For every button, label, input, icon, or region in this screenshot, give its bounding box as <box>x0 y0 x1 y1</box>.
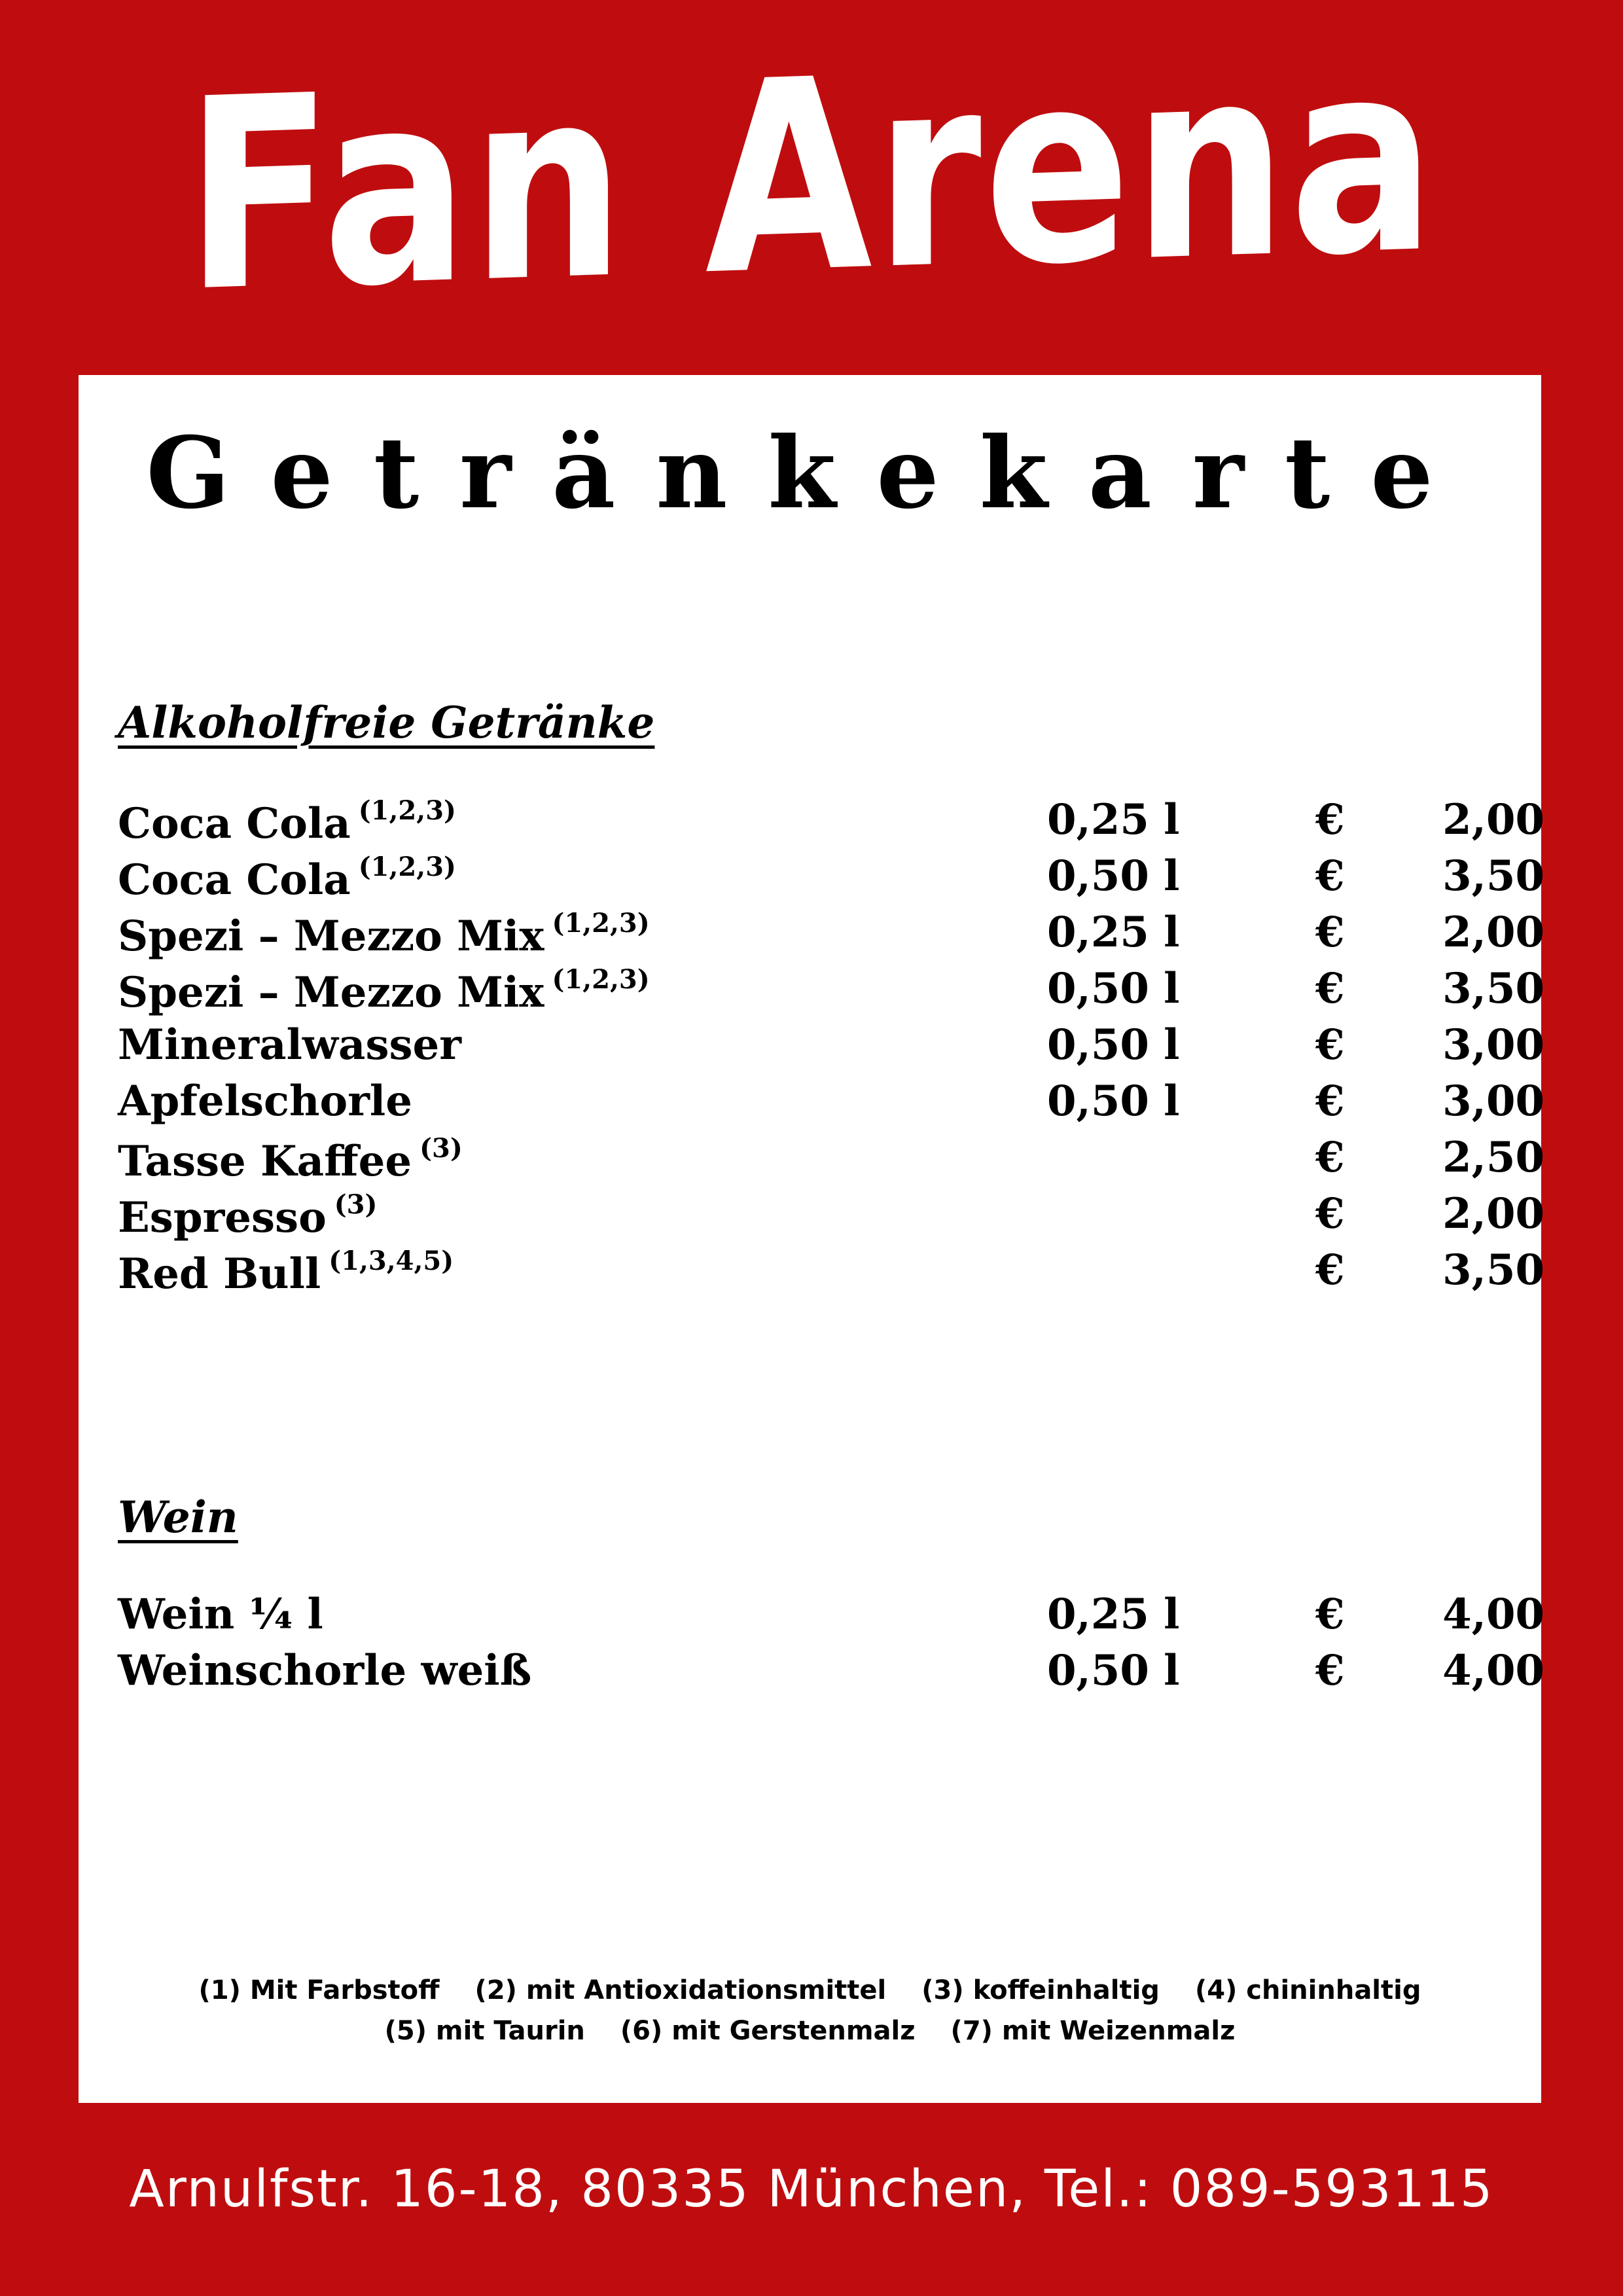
item-price: 2,00 <box>1442 908 1544 957</box>
additive-note: (2) mit Antioxidationsmittel <box>474 1975 887 2005</box>
brand-name: Fan Arena <box>185 3 1438 350</box>
item-size: 0,50 l <box>1047 852 1180 901</box>
address-footer: Arnulfstr. 16-18, 80335 München, Tel.: 089-593115 <box>129 2160 1494 2219</box>
item-name-text: Red Bull <box>118 1249 321 1299</box>
additives-legend-line-2 <box>79 2011 1541 2051</box>
menu-item <box>118 964 1544 1020</box>
item-price: 3,50 <box>1442 1246 1544 1295</box>
menu-item <box>118 1246 1544 1302</box>
menu-item <box>118 1646 1544 1702</box>
menu-sheet <box>79 375 1544 2103</box>
item-size: 0,50 l <box>1047 1646 1180 1695</box>
item-currency: € <box>1315 1077 1345 1126</box>
menu-item <box>118 1189 1544 1246</box>
item-name-text: Spezi – Mezzo Mix <box>118 968 544 1017</box>
item-price: 3,50 <box>1442 964 1544 1013</box>
item-name <box>118 1590 323 1639</box>
item-currency: € <box>1315 795 1345 844</box>
item-size: 0,50 l <box>1047 1020 1180 1069</box>
menu-item <box>118 1020 1544 1077</box>
item-currency: € <box>1315 1020 1345 1069</box>
item-price: 3,00 <box>1442 1077 1544 1126</box>
section-heading-wine: Wein <box>118 1492 238 1543</box>
item-size: 0,50 l <box>1047 1077 1180 1126</box>
item-name-text: Spezi – Mezzo Mix <box>118 912 544 961</box>
item-additives: (1,3,4,5) <box>329 1246 454 1276</box>
item-currency: € <box>1315 1246 1345 1295</box>
additive-note: (3) koffeinhaltig <box>921 1975 1160 2005</box>
item-currency: € <box>1315 908 1345 957</box>
item-name <box>118 852 456 905</box>
item-price: 3,00 <box>1442 1020 1544 1069</box>
logo <box>0 3 1623 350</box>
additive-note: (6) mit Gerstenmalz <box>620 2016 916 2046</box>
item-name <box>118 1133 463 1186</box>
additive-note: (1) Mit Farbstoff <box>198 1975 440 2005</box>
item-additives: (1,2,3) <box>552 908 650 939</box>
menu-item <box>118 852 1544 908</box>
item-currency: € <box>1315 1646 1345 1695</box>
item-price: 2,00 <box>1442 1189 1544 1238</box>
item-additives: (1,2,3) <box>552 964 650 995</box>
item-name <box>118 795 456 848</box>
additive-note: (5) mit Taurin <box>384 2016 585 2046</box>
item-currency: € <box>1315 1133 1345 1182</box>
item-currency: € <box>1315 1189 1345 1238</box>
menu-item <box>118 795 1544 852</box>
item-additives: (1,2,3) <box>358 852 456 882</box>
item-name-text: Coca Cola <box>118 855 351 905</box>
item-name <box>118 908 650 961</box>
additive-note: (7) mit Weizenmalz <box>950 2016 1236 2046</box>
item-size: 0,25 l <box>1047 908 1180 957</box>
item-name-text: Coca Cola <box>118 799 351 848</box>
item-price: 2,50 <box>1442 1133 1544 1182</box>
menu-item <box>118 1077 1544 1133</box>
item-name <box>118 1189 377 1242</box>
item-additives: (3) <box>419 1133 463 1164</box>
item-price: 3,50 <box>1442 852 1544 901</box>
item-price: 4,00 <box>1442 1646 1544 1695</box>
additives-legend <box>79 1970 1541 2051</box>
menu-title: Getränkekarte <box>146 416 1474 531</box>
item-size: 0,25 l <box>1047 1590 1180 1639</box>
item-name <box>118 1020 461 1069</box>
item-size: 0,25 l <box>1047 795 1180 844</box>
menu-item <box>118 1590 1544 1646</box>
item-currency: € <box>1315 964 1345 1013</box>
drinks-list-non-alcoholic <box>118 795 1544 1302</box>
menu-item <box>118 1133 1544 1189</box>
item-name-text: Weinschorle weiß <box>118 1646 532 1695</box>
item-currency: € <box>1315 852 1345 901</box>
item-name <box>118 964 650 1017</box>
additives-legend-line-1 <box>79 1970 1541 2011</box>
section-heading-non-alcoholic: Alkoholfreie Getränke <box>118 697 655 748</box>
item-currency: € <box>1315 1590 1345 1639</box>
item-name-text: Apfelschorle <box>118 1077 412 1126</box>
item-name-text: Tasse Kaffee <box>118 1137 412 1186</box>
item-name-text: Mineralwasser <box>118 1020 461 1069</box>
item-name-text: Espresso <box>118 1193 327 1242</box>
item-price: 4,00 <box>1442 1590 1544 1639</box>
additive-note: (4) chininhaltig <box>1194 1975 1421 2005</box>
item-size: 0,50 l <box>1047 964 1180 1013</box>
item-additives: (3) <box>334 1189 378 1220</box>
item-name <box>118 1246 454 1299</box>
drinks-list-wine <box>118 1590 1544 1702</box>
item-name-text: Wein ¼ l <box>118 1590 323 1639</box>
item-name <box>118 1646 531 1695</box>
item-price: 2,00 <box>1442 795 1544 844</box>
item-name <box>118 1077 412 1126</box>
menu-item <box>118 908 1544 964</box>
item-additives: (1,2,3) <box>358 795 456 826</box>
